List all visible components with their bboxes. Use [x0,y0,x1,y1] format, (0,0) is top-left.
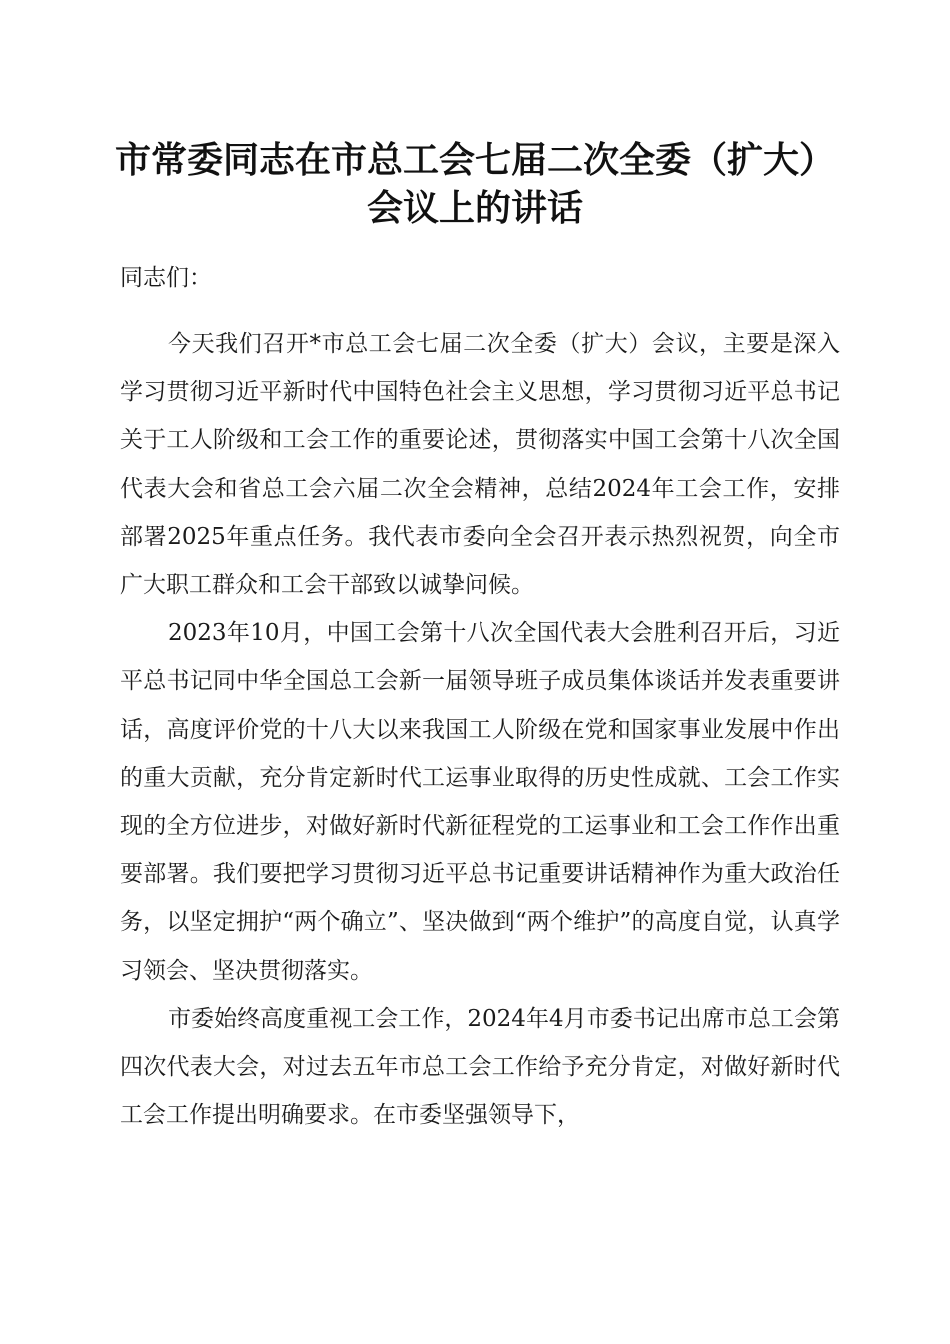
paragraph-2: 2023年10月，中国工会第十八次全国代表大会胜利召开后，习近平总书记同中华全国总工会新一届领导班子成员集体谈话并发表重要讲话，高度评价党的十八大以来我国工人阶级在党和国家事业发展中作出的重大贡献，充分肯定新时代工运事业取得的历史性成就、工会工作实现的全方位进步，对做好新时代新征程党的工运事业和工会工作作出重要部署。我们要把学习贯彻习近平总书记重要讲话精神作为重大政治任务，以坚定拥护“两个确立”、坚决做到“两个维护”的高度自觉，认真学习领会、坚决贯彻落实。 [120,620,840,984]
salutation: 同志们： [120,265,212,291]
document-title-line-1: 市常委同志在市总工会七届二次全委（扩大） [114,139,835,181]
document-title-line-2: 会议上的讲话 [366,187,583,229]
paragraph-1: 今天我们召开*市总工会七届二次全委（扩大）会议，主要是深入学习贯彻习近平新时代中国特色社会主义思想，学习贯彻习近平总书记关于工人阶级和工会工作的重要论述，贯彻落实中国工会第十八次全国代表大会和省总工会六届二次全会精神，总结2024年工会工作，安排部署2025年重点任务。我代表市委向全会召开表示热烈祝贺，向全市广大职工群众和工会干部致以诚挚问候。 [120,331,840,599]
paragraph-3: 市委始终高度重视工会工作，2024年4月市委书记出席市总工会第四次代表大会，对过去五年市总工会工作给予充分肯定，对做好新时代工会工作提出明确要求。在市委坚强领导下， [120,1005,840,1129]
document-body [120,320,840,1139]
